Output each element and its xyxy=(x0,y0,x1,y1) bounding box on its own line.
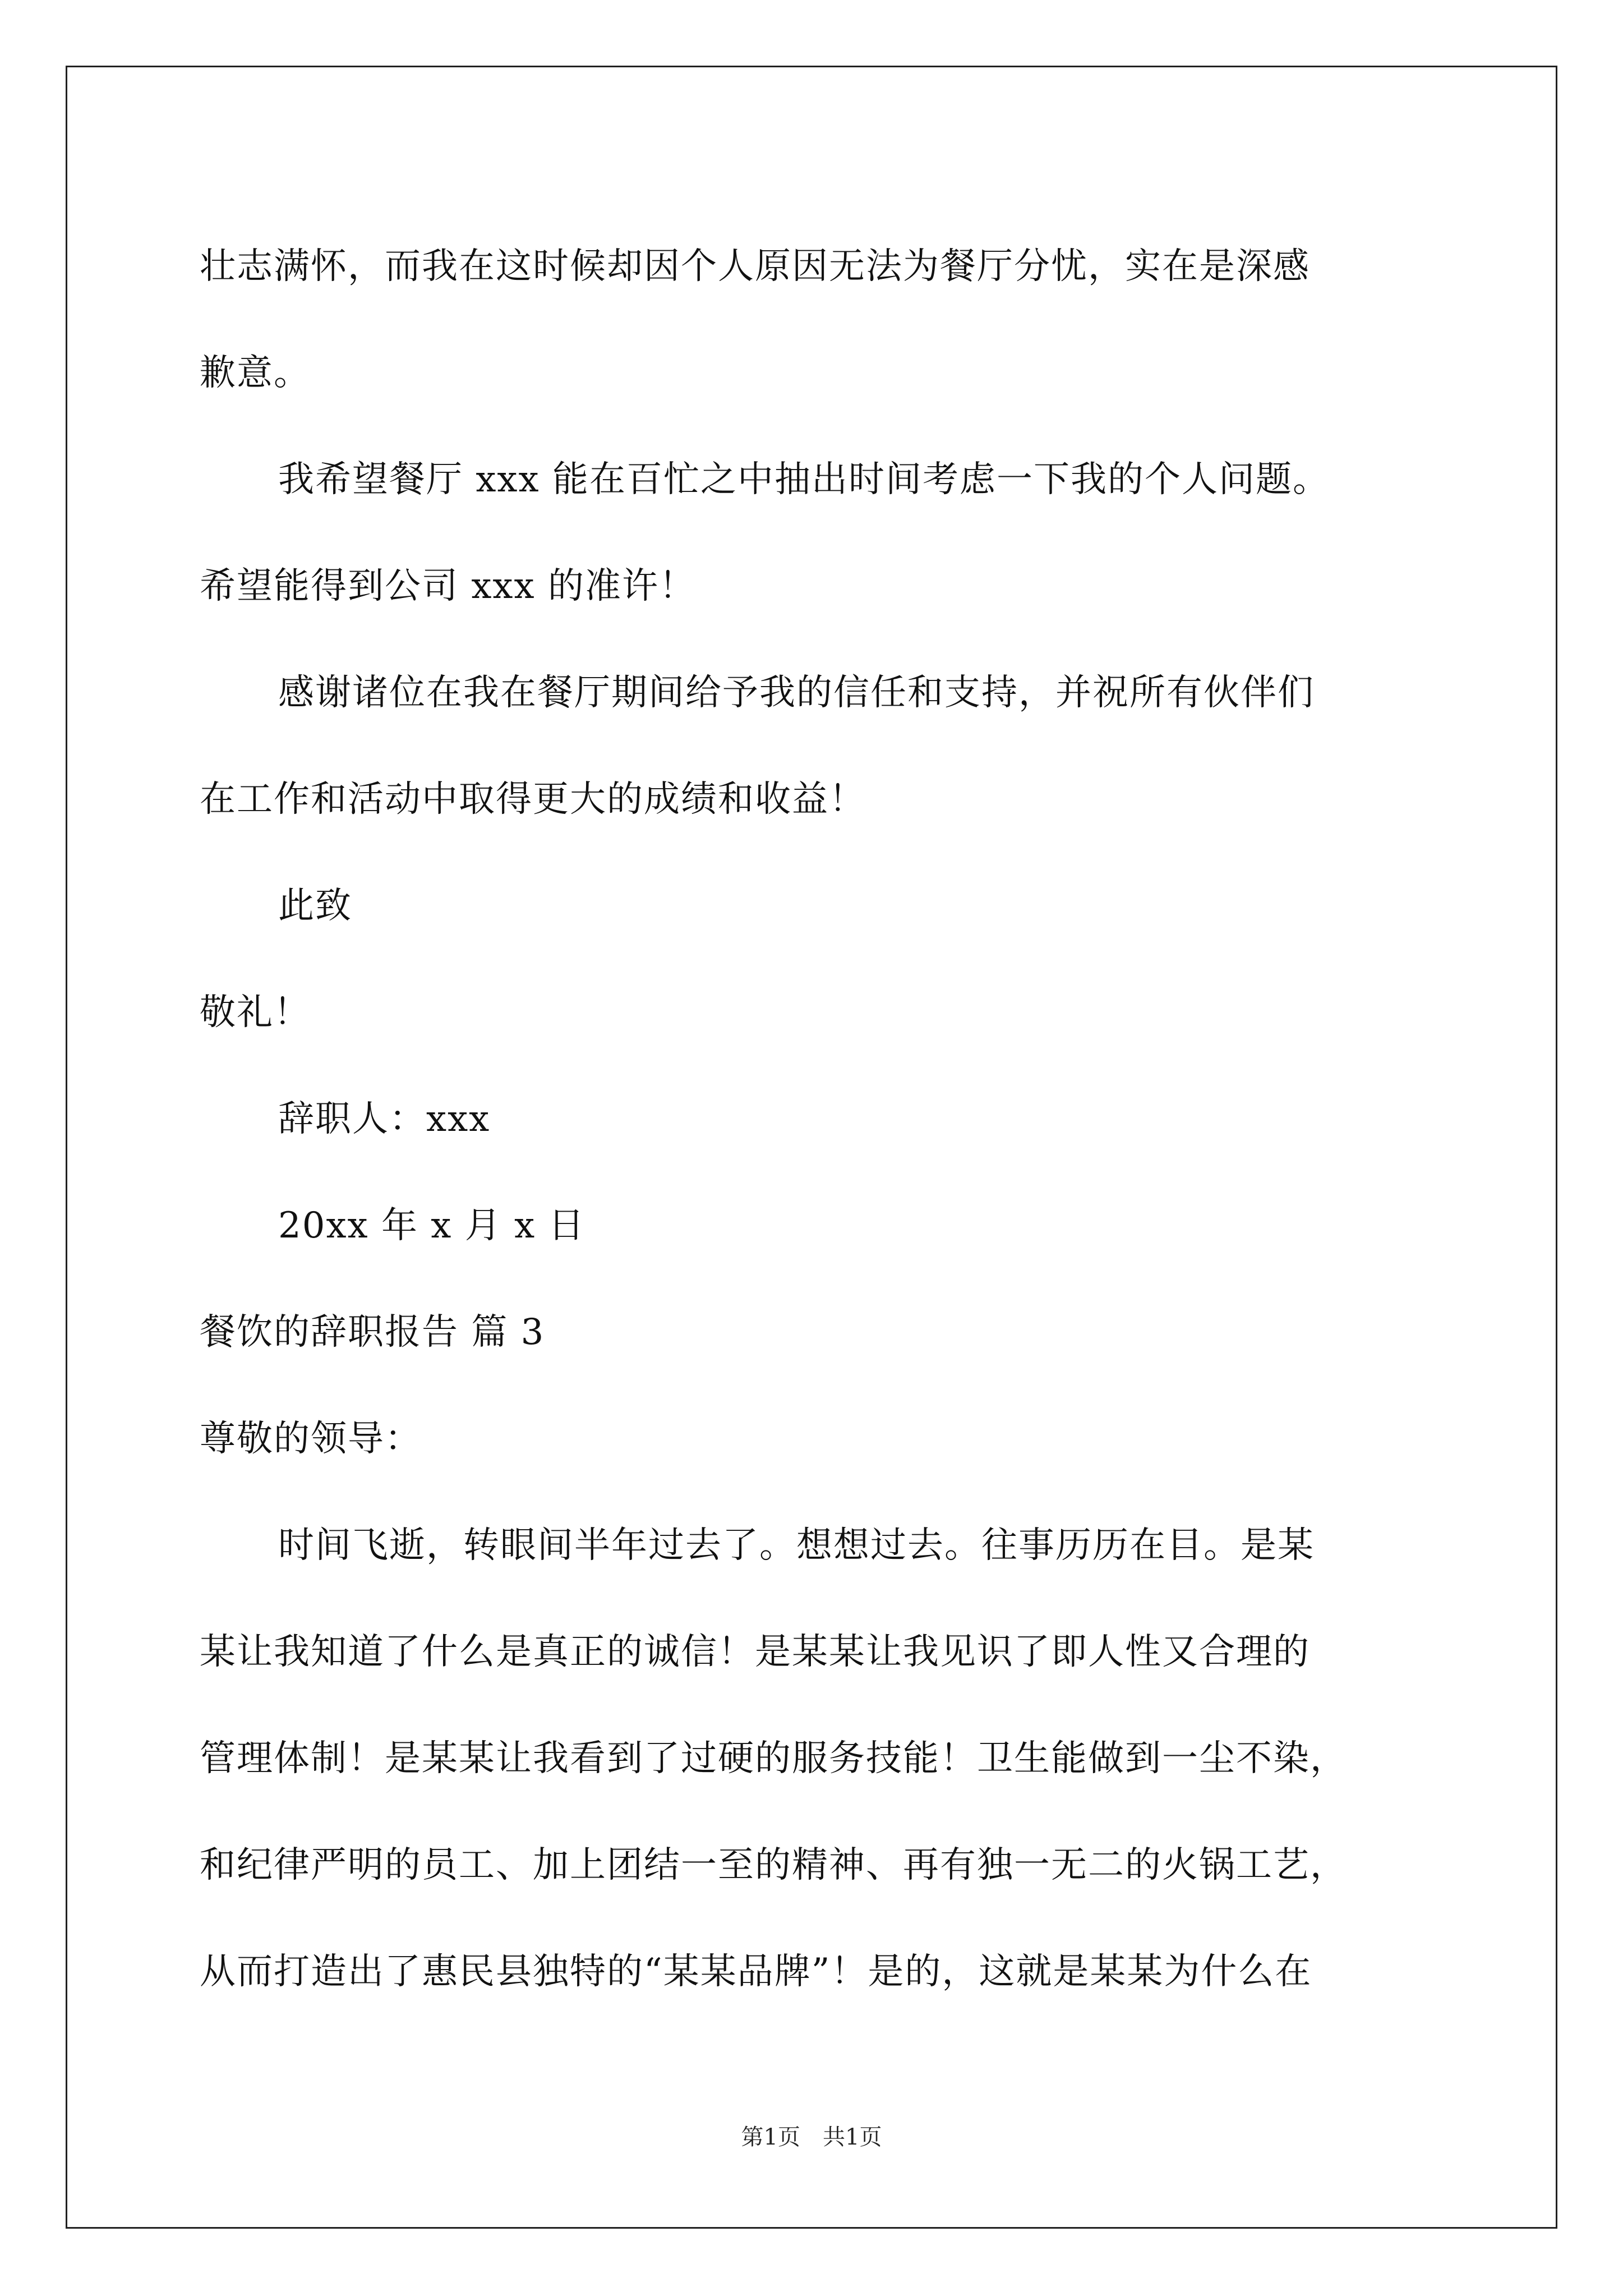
signature-line: 辞职人：xxx xyxy=(278,1098,491,1140)
text-line: 和纪律严明的员工、加上团结一至的精神、再有独一无二的火锅工艺， xyxy=(200,1844,1347,1886)
page-number: 第1页 xyxy=(741,2124,800,2150)
closing-salutation: 此致 xyxy=(278,885,352,927)
text-line: 某让我知道了什么是真正的诚信！是某某让我见识了即人性又合理的 xyxy=(200,1631,1310,1673)
greeting: 尊敬的领导： xyxy=(200,1418,422,1460)
text-line: 希望能得到公司 xxx 的准许！ xyxy=(200,565,696,607)
text-line: 从而打造出了惠民县独特的“某某品牌”！是的，这就是某某为什么在 xyxy=(200,1951,1312,1993)
page-footer xyxy=(0,2123,1623,2151)
document-body xyxy=(200,213,1456,2025)
text-line: 感谢诸位在我在餐厅期间给予我的信任和支持，并祝所有伙伴们 xyxy=(278,672,1315,714)
text-line: 壮志满怀，而我在这时候却因个人原因无法为餐厅分忧，实在是深感 xyxy=(200,246,1310,287)
text-line: 在工作和活动中取得更大的成绩和收益！ xyxy=(200,779,866,820)
section-heading: 餐饮的辞职报告 篇 3 xyxy=(200,1312,545,1353)
text-line: 管理体制！是某某让我看到了过硬的服务技能！卫生能做到一尘不染， xyxy=(200,1738,1347,1779)
date-line: 20xx 年 x 月 x 日 xyxy=(278,1205,585,1246)
page-count: 共1页 xyxy=(823,2124,882,2150)
text-line: 我希望餐厅 xxx 能在百忙之中抽出时间考虑一下我的个人问题。 xyxy=(278,459,1330,500)
closing-regards: 敬礼！ xyxy=(200,992,311,1033)
text-line: 歉意。 xyxy=(200,352,311,394)
text-line: 时间飞逝，转眼间半年过去了。想想过去。往事历历在目。是某 xyxy=(278,1525,1315,1566)
